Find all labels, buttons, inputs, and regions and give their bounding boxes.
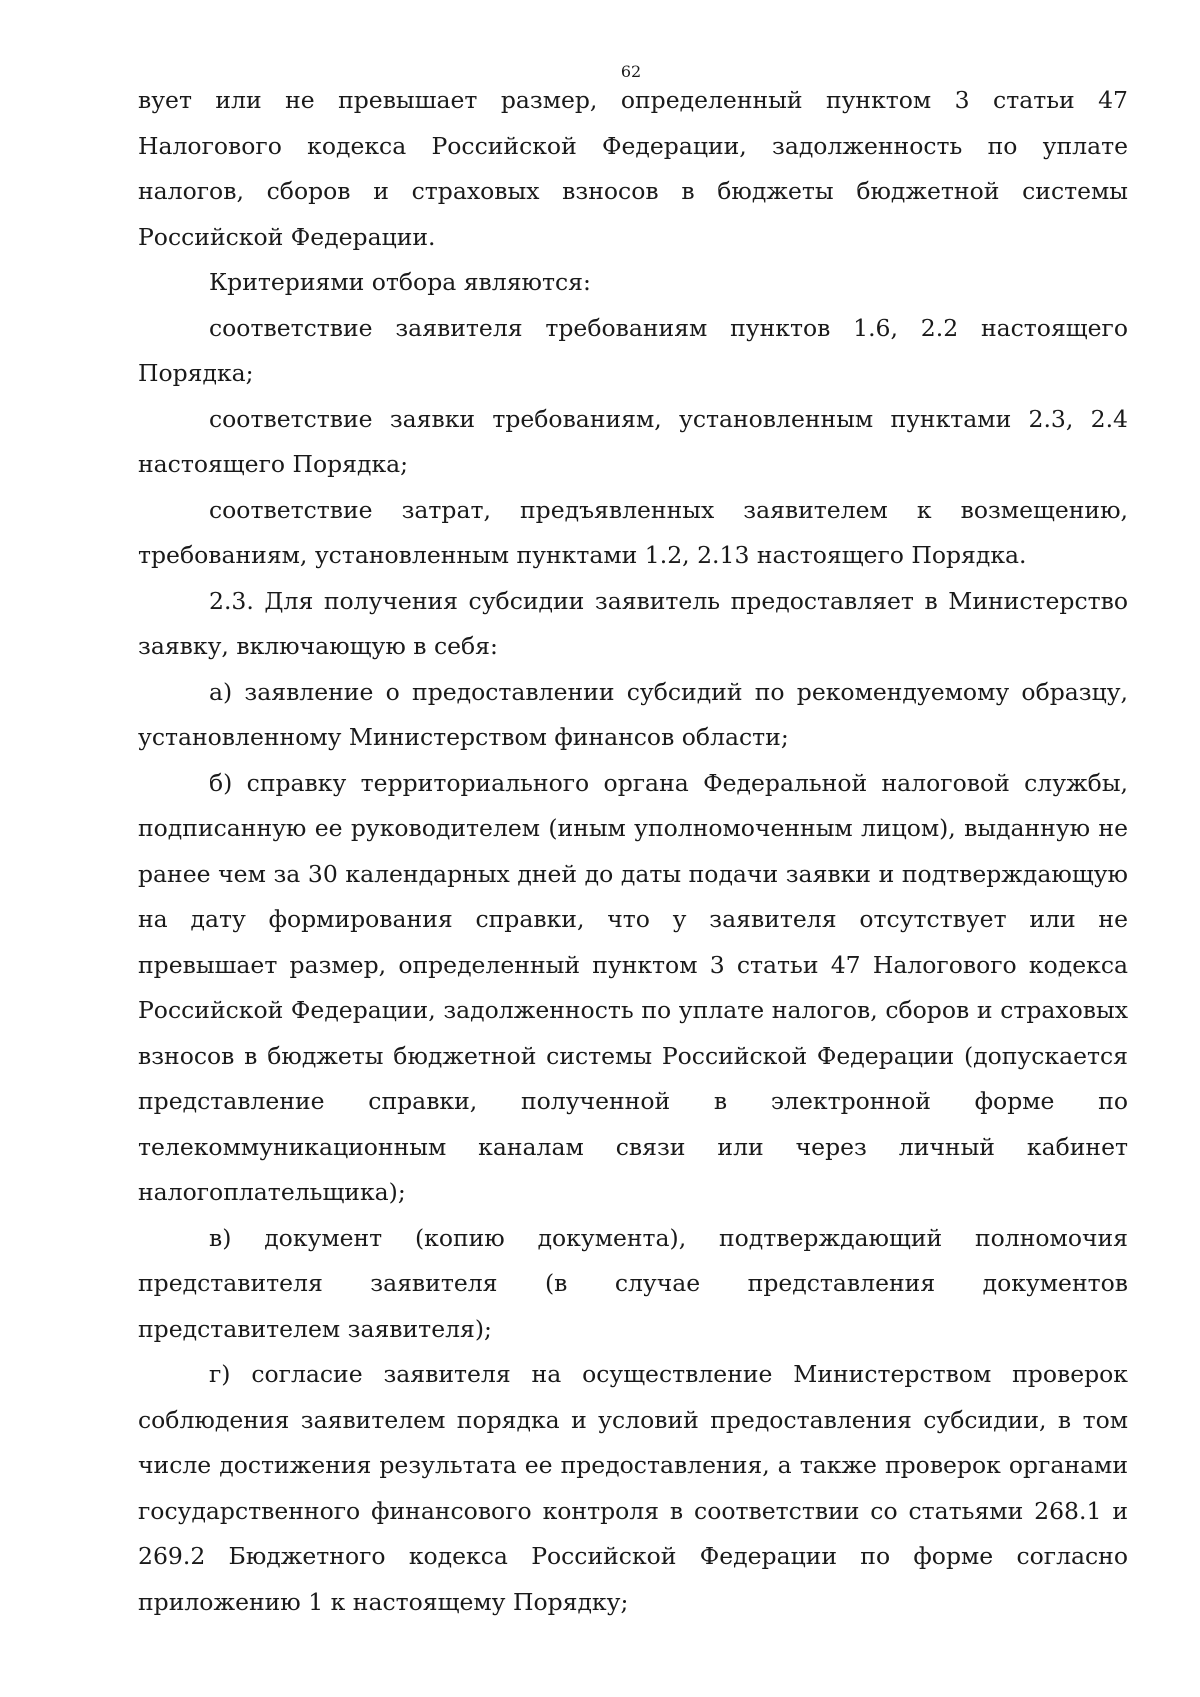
page-number: 62 xyxy=(620,62,642,81)
document-body xyxy=(138,78,1128,1625)
paragraph-item-b: б) справку территориального органа Федеральной налоговой службы, подписанную ее руководителем (иным уполномоченным лицом), выданную не ранее чем за 30 календарных дней до даты подачи заявки и подтверждающую на дату формирования справки, что у заявителя отсутствует или не превышает размер, определенный пунктом 3 статьи 47 Налогового кодекса Российской Федерации, задолженность по уплате налогов, сборов и страховых взносов в бюджеты бюджетной системы Российской Федерации (допускается представление справки, полученной в электронной форме по телекоммуникационным каналам связи или через личный кабинет налогоплательщика); xyxy=(138,768,1128,1206)
paragraph-continuation: вует или не превышает размер, определенный пунктом 3 статьи 47 Налогового кодекса Российской Федерации, задолженность по уплате налогов, сборов и страховых взносов в бюджеты бюджетной системы Российской Федерации. xyxy=(138,86,1128,251)
paragraph-criteria-3: соответствие затрат, предъявленных заявителем к возмещению, требованиям, установленным пунктами 1.2, 2.13 настоящего Порядка. xyxy=(138,495,1128,569)
paragraph-item-g: г) согласие заявителя на осуществление Министерством проверок соблюдения заявителем порядка и условий предоставления субсидии, в том числе достижения результата ее предоставления, а также проверок органами государственного финансового контроля в соответствии со статьями 268.1 и 269.2 Бюджетного кодекса Российской Федерации по форме согласно приложению 1 к настоящему Порядку; xyxy=(138,1360,1128,1616)
paragraph-item-a: а) заявление о предоставлении субсидий по рекомендуемому образцу, установленному Министерством финансов области; xyxy=(138,677,1128,751)
paragraph-criteria-1: соответствие заявителя требованиям пунктов 1.6, 2.2 настоящего Порядка; xyxy=(138,313,1128,387)
paragraph-section-2-3: 2.3. Для получения субсидии заявитель предоставляет в Министерство заявку, включающую в себя: xyxy=(138,586,1128,660)
paragraph-criteria-intro: Критериями отбора являются: xyxy=(209,268,591,296)
paragraph-criteria-2: соответствие заявки требованиям, установленным пунктами 2.3, 2.4 настоящего Порядка; xyxy=(138,404,1128,478)
paragraph-item-v: в) документ (копию документа), подтверждающий полномочия представителя заявителя (в случае представления документов представителем заявителя); xyxy=(138,1223,1128,1343)
